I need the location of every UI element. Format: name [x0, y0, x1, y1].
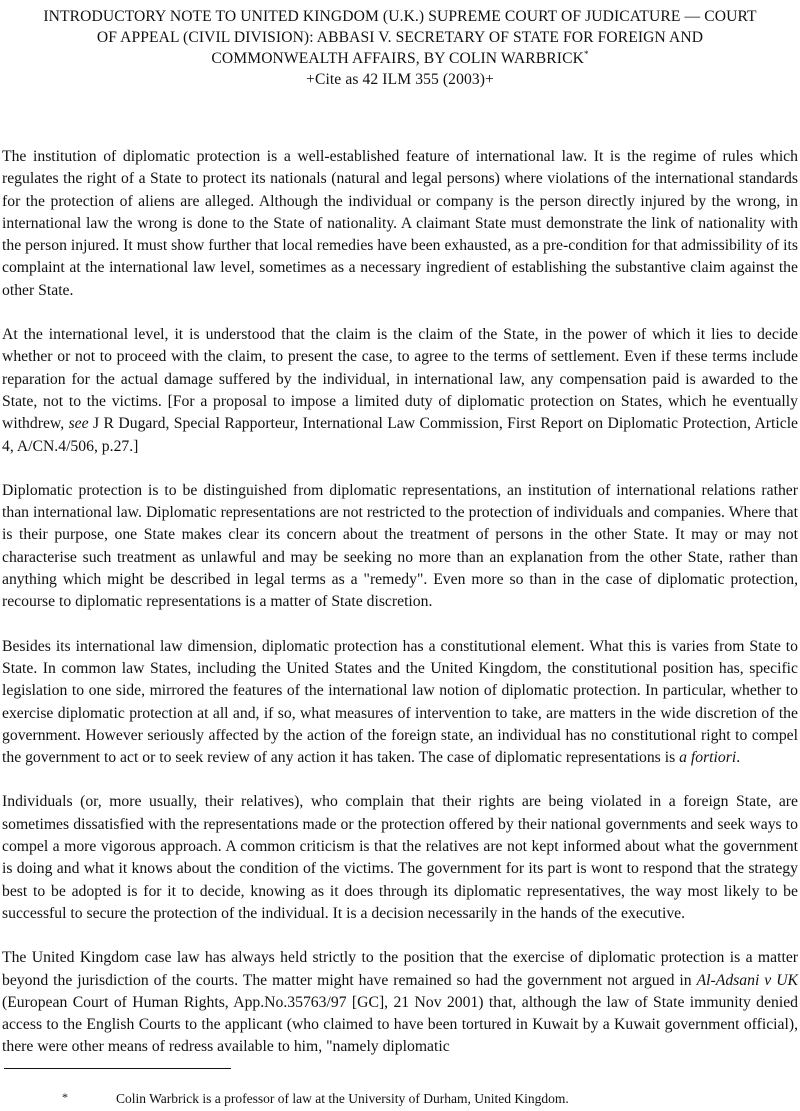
paragraph [2, 947, 798, 1058]
italic-text: a fortiori [679, 749, 737, 767]
paragraph-text: Besides its international law dimension, diplomatic protection has a constitutional element. What this is varies from State to State. In common law States, including the United States and the United Kingdom, the constitutional position has, specific legislation to one side, mirrored the features of the international law notion of diplomatic protection. In particular, whether to exercise diplomatic protection at all and, if so, what measures of intervention to take, are matters in the wide discretion of the government. However seriously affected by the action of the foreign state, an individual has no constitutional right to compel the government to act or to seek review of any action it has taken. The case of diplomatic representations is [2, 637, 798, 767]
title-line: OF APPEAL (CIVIL DIVISION): ABBASI V. SECRETARY OF STATE FOR FOREIGN AND [96, 29, 704, 46]
paragraph-text: . [736, 749, 741, 767]
paragraph [2, 636, 798, 770]
title-author: COMMONWEALTH AFFAIRS, BY COLIN WARBRICK [211, 50, 584, 67]
document-body [2, 146, 798, 1081]
paragraph-text: (European Court of Human Rights, App.No.35763/97 [GC], 21 Nov 2001) that, although the law of State immunity denied access to the English Courts to the applicant (who claimed to have been tortured in Kuwait by a Kuwait government official), there were other means of redress available to him, "namely diplomatic [2, 993, 798, 1056]
document-header [0, 6, 800, 90]
paragraph: Diplomatic protection is to be distinguished from diplomatic representations, an institution of international relations rather than international law. Diplomatic representations are not restricted to the protection of individuals and companies. Where that is their purpose, one State makes clear its concern about the treatment of persons in the other State. It may or may not characterise such treatment as unlawful and may be seeking no more than an explanation from the other State, rather than anything which might be described in legal terms as a "remedy". Even more so than in the case of diplomatic protection, recourse to diplomatic representations is a matter of State discretion. [2, 481, 798, 611]
italic-text: see [68, 415, 89, 433]
paragraph: Individuals (or, more usually, their relatives), who complain that their rights are being violated in a foreign State, are sometimes dissatisfied with the representations made or the protection offered by their national governments and seek ways to compel a more vigorous approach. A common criticism is that the relatives are not kept informed about what the government is doing and what it knows about the condition of the victims. The government for its part is wont to respond that the strategy best to be adopted is for it to decide, knowing as it does through its diplomatic representatives, the way most likely to be successful to secure the protection of the individual. It is a decision necessarily in the hands of the executive. [2, 793, 798, 922]
footnote-reference: * [583, 48, 589, 59]
paragraph-text: The United Kingdom case law has always held strictly to the position that the exercise of diplomatic protection is a matter beyond the jurisdiction of the courts. The matter might have remained so had the government not argued in [2, 949, 798, 989]
footnote-divider [4, 1068, 231, 1069]
paragraph-text: J R Dugard, Special Rapporteur, International Law Commission, First Report on Diplomatic Protection, Article 4, A/CN.4/506, p.27.] [2, 415, 799, 455]
footnote-marker: * [62, 1090, 68, 1104]
paragraph [2, 324, 798, 458]
paragraph: The institution of diplomatic protection is a well-established feature of international law. It is the regime of rules which regulates the right of a State to protect its nationals (natural and legal persons) where violations of the international standards for the protection of aliens are alleged. Although the individual or company is the person directly injured by the wrong, in international law the wrong is done to the State of nationality. A claimant State must demonstrate the link of nationality with the person injured. It must show further that local remedies have been exhausted, as a pre-condition for that admissibility of its complaint at the international law level, sometimes as a necessary ingredient of establishing the substantive claim against the other State. [2, 148, 798, 299]
footnote-text: Colin Warbrick is a professor of law at the University of Durham, United Kingdom. [116, 1091, 569, 1106]
title-line [0, 48, 800, 69]
paragraph-text: At the international level, it is understood that the claim is the claim of the State, in the power of which it lies to decide whether or not to proceed with the claim, to present the case, to agree to the terms of settlement. Even if these terms include reparation for the actual damage suffered by the individual, in international law, any compensation paid is awarded to the State, not to the victims. [For a proposal to impose a limited duty of diplomatic protection on States, which he eventually withdrew, [2, 326, 798, 433]
citation: +Cite as 42 ILM 355 (2003)+ [306, 71, 494, 88]
italic-text: Al-Adsani v UK [696, 971, 799, 989]
title-line: INTRODUCTORY NOTE TO UNITED KINGDOM (U.K.) SUPREME COURT OF JUDICATURE — COURT [43, 8, 757, 25]
